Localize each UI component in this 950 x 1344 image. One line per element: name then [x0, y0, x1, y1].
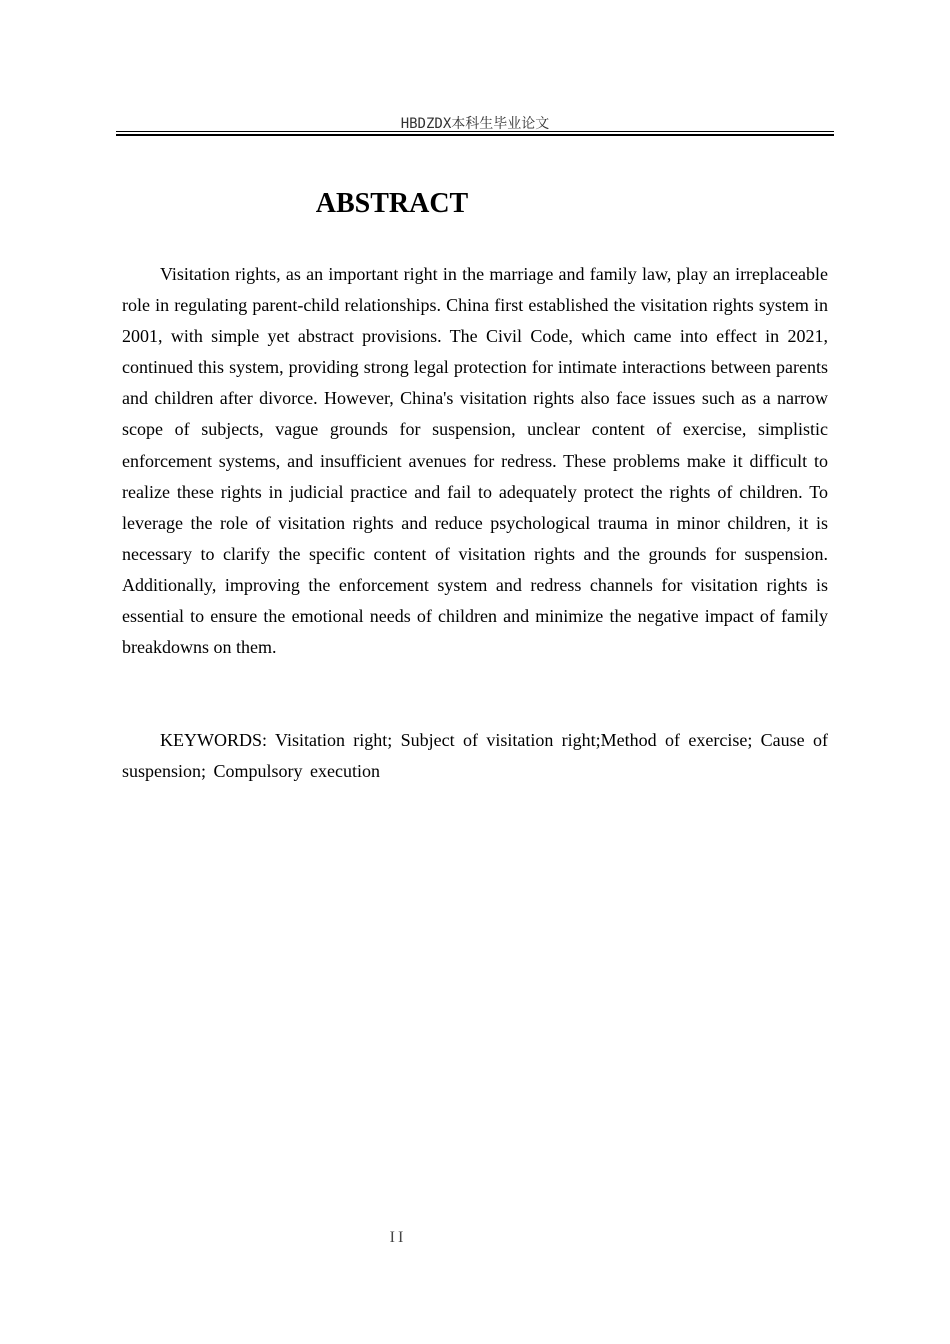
abstract-title: ABSTRACT: [315, 188, 469, 219]
page-number: II: [389, 1229, 407, 1246]
abstract-body: Visitation rights, as an important right in the marriage and family law, play an irreplaceable role in regulating parent-child relationships. China first established the visitation rights system in 2001, with simple yet abstract provisions. The Civil Code, which came into effect in 2021, continued this system, providing strong legal protection for intimate interactions between parents and children after divorce. However, China's visitation rights also face issues such as a narrow scope of subjects, vague grounds for suspension, unclear content of exercise, simplistic enforcement systems, and insufficient avenues for redress. These problems make it difficult to realize these rights in judicial practice and fail to adequately protect the rights of children. To leverage the role of visitation rights and reduce psychological trauma in minor children, it is necessary to clarify the specific content of visitation rights and the grounds for suspension. Additionally, improving the enforcement system and redress channels for visitation rights is essential to ensure the emotional needs of children and minimize the negative impact of family breakdowns on them.: [122, 264, 828, 658]
keywords: KEYWORDS: Visitation right; Subject of visitation right;Method of exercise; Cause of suspension; Compulsory execution: [122, 730, 828, 782]
page-header: HBDZDX本科生毕业论文: [400, 116, 550, 132]
header-rule: [116, 131, 834, 136]
